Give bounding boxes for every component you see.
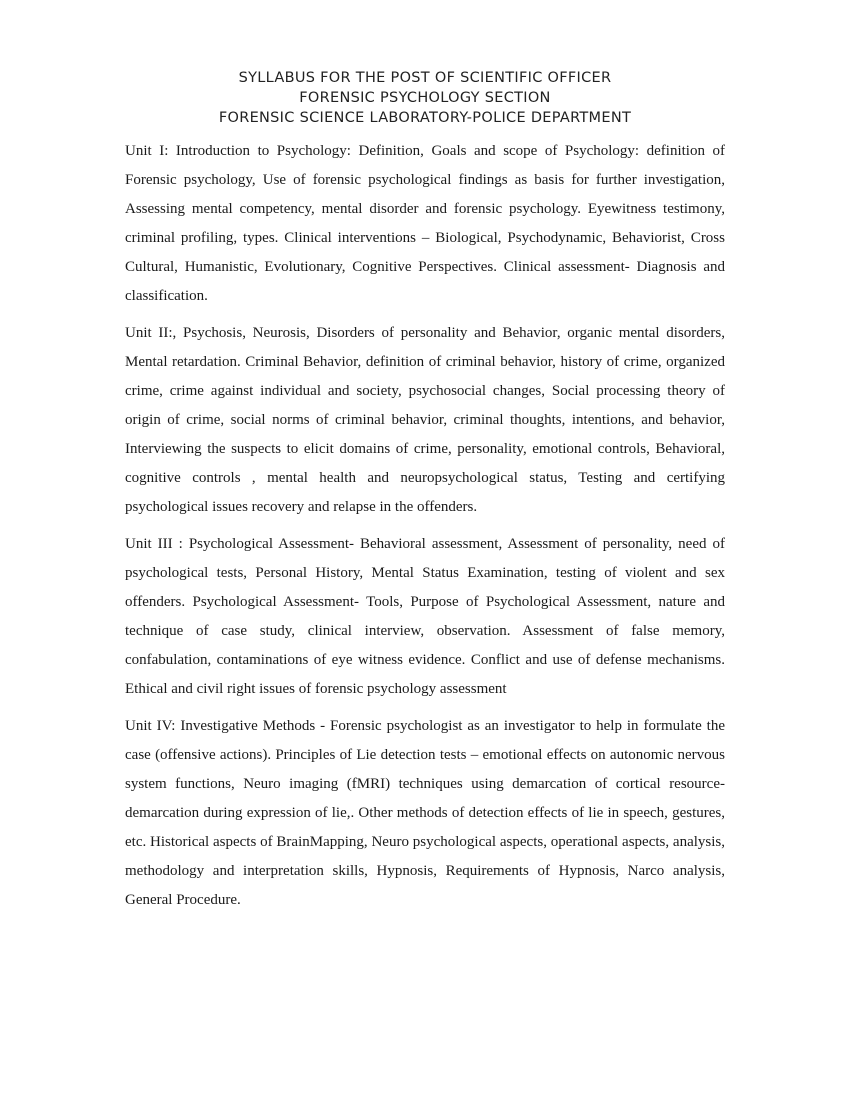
- header-line-title: SYLLABUS FOR THE POST OF SCIENTIFIC OFFICER: [238, 70, 612, 86]
- document-header: [125, 68, 725, 128]
- unit-3-paragraph: Unit III : Psychological Assessment- Behavioral assessment, Assessment of personality, need of psychological tests, Personal History, Mental Status Examination, testing of violent and sex offenders. Psychological Assessment- Tools, Purpose of Psychological Assessment, nature and technique of case study, clinical interview, observation. Assessment of false memory, confabulation, contaminations of eye witness evidence. Conflict and use of defense mechanisms. Ethical and civil right issues of forensic psychology assessment: [125, 536, 725, 697]
- unit-4-paragraph: Unit IV: Investigative Methods - Forensic psychologist as an investigator to help in formulate the case (offensive actions). Principles of Lie detection tests – emotional effects on autonomic nervous system functions, Neuro imaging (fMRI) techniques using demarcation of cortical resource- demarcation during expression of lie,. Other methods of detection effects of lie in speech, gestures, etc. Historical aspects of BrainMapping, Neuro psychological aspects, operational aspects, analysis, methodology and interpretation skills, Hypnosis, Requirements of Hypnosis, Narco analysis, General Procedure.: [125, 718, 725, 908]
- header-line-department: FORENSIC SCIENCE LABORATORY-POLICE DEPARTMENT: [218, 110, 632, 126]
- document-page: [125, 68, 725, 923]
- unit-2-paragraph: Unit II:, Psychosis, Neurosis, Disorders of personality and Behavior, organic mental disorders, Mental retardation. Criminal Behavior, definition of criminal behavior, history of crime, organized crime, crime against individual and society, psychosocial changes, Social processing theory of origin of crime, social norms of criminal behavior, criminal thoughts, intentions, and behavior, Interviewing the suspects to elicit domains of crime, personality, emotional controls, Behavioral, cognitive controls , mental health and neuropsychological status, Testing and certifying psychological issues recovery and relapse in the offenders.: [125, 325, 725, 515]
- unit-1-paragraph: Unit I: Introduction to Psychology: Definition, Goals and scope of Psychology: definition of Forensic psychology, Use of forensic psychological findings as basis for further investigation, Assessing mental competency, mental disorder and forensic psychology. Eyewitness testimony, criminal profiling, types. Clinical interventions – Biological, Psychodynamic, Behaviorist, Cross Cultural, Humanistic, Evolutionary, Cognitive Perspectives. Clinical assessment- Diagnosis and classification.: [125, 143, 725, 304]
- header-line-section: FORENSIC PSYCHOLOGY SECTION: [299, 90, 551, 106]
